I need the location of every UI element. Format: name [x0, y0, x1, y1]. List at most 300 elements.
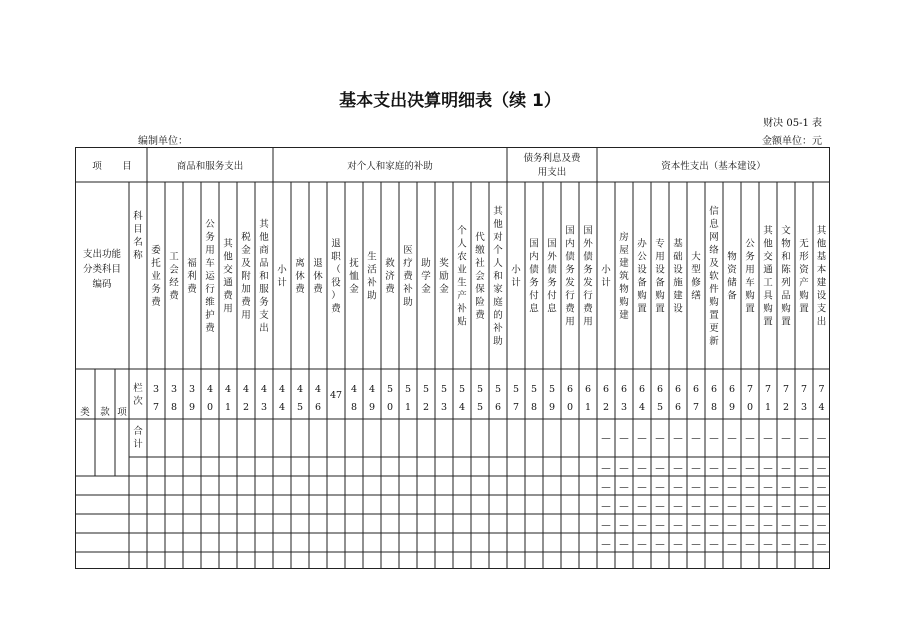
column-header-38-char: 工 — [169, 251, 179, 263]
column-number-52-b: 2 — [422, 402, 430, 413]
column-header-62 — [601, 264, 611, 289]
dash-cell: — — [709, 482, 719, 493]
column-header-47-char: ） — [331, 290, 341, 302]
column-number-57-a: 5 — [512, 384, 520, 395]
dash-cell: — — [727, 501, 737, 512]
column-header-70-char: 购 — [745, 290, 755, 302]
column-header-66 — [673, 238, 683, 315]
column-header-40 — [205, 219, 215, 334]
column-header-66-char: 设 — [673, 264, 683, 276]
dash-cell: — — [709, 539, 719, 550]
column-header-68-char: 置 — [709, 310, 719, 321]
column-number-72-a: 7 — [782, 384, 790, 395]
column-header-54-char: 农 — [457, 251, 467, 263]
column-number-53-a: 5 — [440, 384, 448, 395]
item-header-right: 目 — [122, 161, 132, 172]
column-header-43-char: 品 — [259, 258, 269, 269]
column-header-70 — [745, 239, 755, 315]
dash-cell: — — [637, 501, 647, 512]
column-header-43-char: 出 — [259, 323, 269, 334]
column-number-60-b: 0 — [566, 402, 574, 413]
column-number-47: 47 — [329, 390, 343, 401]
dash-cell: — — [637, 482, 647, 493]
dash-cell: — — [601, 433, 611, 444]
column-header-66-char: 建 — [673, 290, 683, 302]
column-number-53-b: 3 — [440, 402, 448, 413]
column-header-55 — [475, 231, 485, 321]
column-header-48-char: 恤 — [349, 271, 359, 282]
column-header-64-char: 办 — [637, 238, 647, 250]
column-header-37-char: 委 — [151, 245, 161, 256]
column-number-38-a: 3 — [170, 384, 178, 395]
dash-cell: — — [691, 520, 701, 531]
dash-cell: — — [727, 463, 737, 474]
dash-cell: — — [601, 482, 611, 493]
dash-cell: — — [601, 463, 611, 474]
column-header-64-char: 购 — [637, 290, 647, 302]
column-header-56-char: 人 — [493, 258, 503, 269]
column-header-71-char: 具 — [763, 290, 773, 302]
subject-name-label-char: 科 — [133, 211, 143, 222]
column-header-42-char: 费 — [241, 297, 251, 308]
column-header-55-char: 代 — [475, 232, 485, 243]
dash-cell: — — [799, 539, 809, 550]
dash-cell: — — [619, 463, 629, 474]
dash-cell: — — [691, 433, 701, 444]
column-header-56-char: 助 — [493, 336, 503, 347]
column-header-74-char: 本 — [816, 264, 827, 276]
column-header-71-char: 置 — [763, 316, 773, 328]
column-header-69-char: 资 — [727, 264, 737, 276]
column-header-57 — [511, 264, 521, 289]
column-header-68-char: 网 — [709, 232, 719, 243]
column-number-74-a: 7 — [818, 384, 825, 395]
dash-cell: — — [637, 520, 647, 531]
column-header-37-char: 务 — [151, 284, 161, 295]
column-header-37-char: 业 — [151, 271, 161, 282]
column-number-63-a: 6 — [620, 384, 628, 395]
form-number: 财决 05-1 表 — [763, 118, 822, 129]
dash-cell: — — [637, 463, 647, 474]
column-header-40-char: 车 — [205, 258, 215, 269]
column-header-65-char: 设 — [655, 264, 665, 276]
column-header-71-char: 工 — [763, 277, 773, 289]
column-header-44-char: 计 — [277, 277, 287, 289]
column-header-42-char: 用 — [241, 310, 251, 321]
group-title-3-cont: 用支出 — [537, 167, 567, 178]
dash-cell: — — [745, 501, 755, 512]
dash-cell: — — [781, 520, 791, 531]
column-header-56 — [493, 205, 503, 347]
column-header-74-char: 基 — [816, 251, 827, 263]
dash-cell: — — [781, 539, 791, 550]
column-header-41-char: 他 — [223, 251, 233, 263]
column-number-40-a: 4 — [206, 384, 214, 395]
dash-cell: — — [673, 520, 683, 531]
column-number-39-b: 9 — [188, 402, 196, 413]
column-header-71-char: 他 — [763, 238, 773, 250]
dash-cell: — — [816, 520, 827, 531]
column-header-56-char: 的 — [493, 310, 503, 321]
column-number-58-b: 8 — [530, 402, 538, 413]
column-header-54-char: 补 — [457, 303, 467, 315]
column-header-59-char: 债 — [547, 264, 557, 276]
column-header-61-char: 发 — [583, 277, 593, 289]
column-header-71-char: 其 — [763, 225, 773, 237]
subject-name-label — [133, 210, 143, 261]
column-header-61-char: 债 — [583, 251, 593, 263]
total-label-char: 计 — [133, 439, 143, 450]
dash-cell: — — [745, 539, 755, 550]
column-number-48-b: 8 — [350, 402, 358, 413]
column-header-61-char: 用 — [583, 316, 593, 328]
column-header-41-char: 其 — [223, 238, 233, 250]
column-header-50-char: 费 — [385, 284, 395, 295]
column-header-45-char: 休 — [295, 271, 305, 282]
amount-unit: 金额单位：元 — [762, 136, 822, 147]
column-header-40-char: 务 — [205, 232, 215, 243]
column-header-60-char: 国 — [565, 225, 575, 237]
column-header-67 — [691, 251, 701, 302]
group-title-4: 资本性支出（基本建设） — [661, 161, 766, 172]
column-header-68-char: 软 — [709, 271, 719, 282]
column-header-44-char: 小 — [277, 264, 287, 276]
column-number-51-b: 1 — [404, 402, 412, 413]
column-header-70-char: 车 — [745, 277, 755, 289]
column-header-48-char: 抚 — [349, 258, 359, 269]
column-header-74-char: 他 — [816, 238, 827, 250]
column-header-37-char: 费 — [151, 297, 161, 308]
column-header-49-char: 补 — [367, 277, 377, 289]
column-header-72-char: 文 — [781, 225, 791, 237]
column-header-68-char: 及 — [709, 258, 719, 269]
column-number-60-a: 6 — [566, 384, 574, 395]
column-header-71-char: 通 — [763, 264, 773, 276]
column-number-label-char: 栏 — [133, 383, 143, 394]
dash-cell: — — [691, 501, 701, 512]
column-header-51 — [403, 245, 413, 308]
column-header-58 — [529, 239, 539, 315]
column-number-57-b: 7 — [512, 402, 520, 413]
dash-cell: — — [655, 501, 665, 512]
column-header-64-char: 置 — [637, 303, 647, 315]
column-header-66-char: 基 — [673, 238, 683, 250]
column-header-48-char: 金 — [349, 284, 359, 295]
column-header-50-char: 济 — [385, 271, 395, 282]
dash-cell: — — [619, 520, 629, 531]
column-number-label — [133, 382, 143, 407]
column-header-40-char: 公 — [205, 219, 215, 230]
column-header-47-char: 费 — [331, 303, 341, 315]
column-header-65 — [655, 238, 665, 315]
dash-cell: — — [691, 539, 701, 550]
column-header-42 — [241, 232, 251, 321]
dash-cell: — — [709, 433, 719, 444]
column-header-63 — [619, 231, 629, 321]
column-header-41-char: 通 — [223, 277, 233, 289]
column-header-62-char: 计 — [601, 277, 611, 289]
column-header-37-char: 托 — [151, 258, 161, 269]
column-header-61-char: 行 — [583, 290, 593, 302]
column-header-43-char: 支 — [259, 310, 269, 321]
column-header-52-char: 学 — [421, 271, 431, 282]
column-header-71 — [763, 225, 773, 328]
total-label — [133, 425, 143, 450]
column-header-67-char: 型 — [691, 264, 701, 276]
column-number-42-a: 4 — [242, 384, 250, 395]
column-header-58-char: 息 — [529, 303, 539, 315]
column-header-54-char: 产 — [457, 290, 467, 302]
dash-cell: — — [691, 482, 701, 493]
column-header-60-char: 债 — [565, 251, 575, 263]
column-header-74-char: 设 — [816, 290, 827, 302]
column-number-69-a: 6 — [728, 384, 736, 395]
column-header-64 — [637, 238, 647, 315]
column-number-62-a: 6 — [602, 384, 610, 395]
column-header-38-char: 费 — [169, 290, 179, 302]
column-header-74-char: 出 — [816, 316, 827, 328]
column-header-72-char: 和 — [781, 251, 791, 263]
column-header-58-char: 债 — [529, 264, 539, 276]
column-number-54-b: 4 — [458, 402, 466, 413]
column-header-59-char: 国 — [547, 238, 557, 250]
column-header-61-char: 务 — [583, 264, 593, 276]
column-header-46-char: 休 — [313, 271, 323, 282]
dash-cell: — — [799, 501, 809, 512]
column-header-74 — [817, 225, 827, 328]
column-number-50-a: 5 — [386, 384, 394, 395]
column-header-66-char: 础 — [673, 251, 683, 263]
column-header-73 — [799, 239, 809, 315]
column-header-42-char: 加 — [241, 284, 251, 295]
column-header-68-char: 件 — [709, 284, 719, 295]
column-number-44-a: 4 — [278, 384, 286, 395]
column-number-70-b: 0 — [746, 402, 754, 413]
column-header-59-char: 息 — [547, 303, 557, 315]
dash-cell: — — [619, 433, 629, 444]
column-number-43-a: 4 — [260, 384, 268, 395]
column-number-71-a: 7 — [764, 384, 772, 395]
subject-name-label-char: 名 — [133, 237, 143, 248]
column-header-49 — [367, 251, 377, 302]
dash-cell: — — [816, 539, 827, 550]
column-header-38 — [169, 252, 179, 302]
dash-cell: — — [763, 501, 773, 512]
column-header-60-char: 发 — [565, 277, 575, 289]
column-header-49-char: 生 — [367, 251, 377, 263]
column-header-42-char: 附 — [241, 271, 251, 282]
column-header-54 — [457, 225, 467, 328]
dash-cell: — — [763, 463, 773, 474]
dash-cell: — — [745, 520, 755, 531]
column-header-51-char: 助 — [403, 297, 413, 308]
column-number-64-a: 6 — [638, 384, 646, 395]
column-number-43-b: 3 — [260, 402, 268, 413]
dash-cell: — — [816, 482, 827, 493]
column-header-46-char: 退 — [313, 258, 323, 269]
code-label-line: 支出功能 — [82, 249, 122, 260]
column-header-39-char: 费 — [187, 284, 197, 295]
column-number-37-a: 3 — [152, 384, 160, 395]
dash-cell: — — [709, 463, 719, 474]
dash-cell: — — [781, 482, 791, 493]
column-number-56-a: 5 — [494, 384, 502, 395]
column-header-47 — [331, 239, 341, 315]
dash-cell: — — [745, 433, 755, 444]
column-header-69-char: 储 — [727, 277, 737, 289]
column-header-38-char: 经 — [169, 277, 179, 289]
column-header-47-char: （ — [331, 264, 341, 276]
column-header-68-char: 息 — [709, 219, 719, 230]
column-header-53-char: 励 — [439, 271, 449, 282]
column-header-57-char: 计 — [511, 277, 521, 289]
column-header-63-char: 筑 — [619, 271, 629, 282]
dash-cell: — — [637, 433, 647, 444]
column-header-59-char: 付 — [547, 290, 557, 302]
dash-cell: — — [655, 520, 665, 531]
column-header-58-char: 付 — [529, 290, 539, 302]
column-number-37-b: 7 — [152, 402, 160, 413]
column-header-72-char: 列 — [781, 277, 791, 289]
column-header-53-char: 金 — [439, 284, 449, 295]
column-number-40-b: 0 — [206, 402, 214, 413]
column-header-54-char: 贴 — [457, 316, 467, 328]
dash-cell: — — [673, 539, 683, 550]
column-header-41 — [223, 238, 233, 315]
column-number-label-char: 次 — [133, 396, 143, 407]
section-label: 款 — [100, 407, 110, 418]
column-header-40-char: 用 — [205, 245, 215, 256]
column-header-65-char: 专 — [655, 238, 665, 250]
dash-cell: — — [619, 501, 629, 512]
compiler-label: 编制单位： — [138, 136, 188, 147]
column-header-69 — [727, 251, 737, 302]
column-header-51-char: 费 — [403, 271, 413, 282]
column-header-45 — [295, 257, 305, 295]
column-header-46 — [313, 258, 323, 295]
column-number-67-b: 7 — [692, 402, 700, 413]
column-number-39-a: 3 — [188, 384, 196, 395]
dash-cell: — — [763, 433, 773, 444]
column-number-44-b: 4 — [278, 402, 286, 413]
column-header-51-char: 疗 — [403, 258, 413, 269]
column-header-70-char: 用 — [745, 264, 755, 276]
column-header-59-char: 外 — [547, 251, 557, 263]
column-header-71-char: 交 — [763, 251, 773, 263]
column-number-59-b: 9 — [548, 402, 556, 413]
column-number-41-a: 4 — [224, 384, 232, 395]
column-header-70-char: 公 — [745, 238, 755, 250]
column-header-56-char: 家 — [493, 284, 503, 295]
dash-cell: — — [727, 539, 737, 550]
detail-table — [75, 147, 830, 569]
column-header-56-char: 其 — [493, 206, 503, 217]
column-header-45-char: 离 — [295, 258, 305, 269]
column-header-68-char: 络 — [709, 245, 719, 256]
column-number-63-b: 3 — [620, 402, 628, 413]
group-title-3: 债务利息及费 — [523, 153, 581, 164]
column-header-65-char: 备 — [655, 277, 665, 289]
column-header-60-char: 用 — [565, 316, 575, 328]
column-number-46-a: 4 — [314, 384, 322, 395]
column-header-73-char: 无 — [799, 238, 809, 250]
column-number-50-b: 0 — [386, 402, 394, 413]
column-number-52-a: 5 — [422, 384, 430, 395]
column-header-42-char: 及 — [241, 258, 251, 269]
column-header-67-char: 缮 — [691, 290, 701, 302]
column-header-72-char: 品 — [781, 290, 791, 302]
dash-cell: — — [673, 482, 683, 493]
column-number-68-a: 6 — [710, 384, 718, 395]
dash-cell: — — [637, 539, 647, 550]
column-number-68-b: 8 — [710, 402, 718, 413]
column-number-69-b: 9 — [728, 402, 736, 413]
column-header-62-char: 小 — [601, 264, 611, 276]
column-number-58-a: 5 — [530, 384, 538, 395]
column-header-73-char: 形 — [799, 251, 809, 263]
column-number-46-b: 6 — [314, 402, 322, 413]
dash-cell: — — [727, 520, 737, 531]
column-header-60-char: 行 — [565, 290, 575, 302]
column-header-73-char: 资 — [799, 264, 809, 276]
dash-cell: — — [655, 433, 665, 444]
column-header-61 — [583, 226, 593, 328]
dash-cell: — — [673, 463, 683, 474]
code-label-line: 编码 — [92, 279, 112, 290]
column-header-69-char: 物 — [727, 251, 737, 263]
column-header-60-char: 务 — [565, 264, 575, 276]
dash-cell: — — [763, 520, 773, 531]
dash-cell: — — [781, 463, 791, 474]
column-number-65-b: 5 — [656, 402, 664, 413]
dash-cell: — — [601, 539, 611, 550]
column-header-55-char: 费 — [475, 310, 485, 321]
column-number-45-b: 5 — [296, 402, 304, 413]
column-number-49-a: 4 — [368, 384, 376, 395]
column-number-73-b: 3 — [800, 402, 808, 413]
column-number-74-b: 4 — [818, 402, 825, 413]
column-header-60 — [565, 226, 575, 328]
column-number-65-a: 6 — [656, 384, 664, 395]
column-header-60-char: 内 — [565, 238, 575, 250]
column-header-54-char: 人 — [457, 238, 467, 250]
column-header-74-char: 建 — [816, 277, 827, 289]
column-header-41-char: 用 — [223, 303, 233, 315]
column-header-47-char: 退 — [331, 238, 341, 250]
column-number-67-a: 6 — [692, 384, 700, 395]
dash-cell: — — [619, 539, 629, 550]
column-header-39-char: 福 — [187, 258, 197, 269]
column-header-63-char: 房 — [619, 232, 629, 243]
column-header-73-char: 置 — [799, 303, 809, 315]
column-header-64-char: 公 — [637, 251, 647, 263]
column-header-63-char: 购 — [619, 297, 629, 308]
column-header-43-char: 其 — [259, 219, 269, 230]
dash-cell: — — [816, 463, 827, 474]
dash-cell: — — [763, 539, 773, 550]
column-header-63-char: 物 — [619, 284, 629, 295]
column-header-67-char: 大 — [691, 251, 701, 263]
column-number-38-b: 8 — [170, 402, 178, 413]
dash-cell: — — [799, 482, 809, 493]
column-header-61-char: 外 — [583, 238, 593, 250]
code-label-line: 分类科目 — [82, 264, 122, 275]
column-header-54-char: 个 — [457, 225, 467, 237]
dash-cell: — — [601, 501, 611, 512]
column-number-64-b: 4 — [638, 402, 646, 413]
dash-cell: — — [673, 501, 683, 512]
column-header-55-char: 会 — [475, 271, 485, 282]
